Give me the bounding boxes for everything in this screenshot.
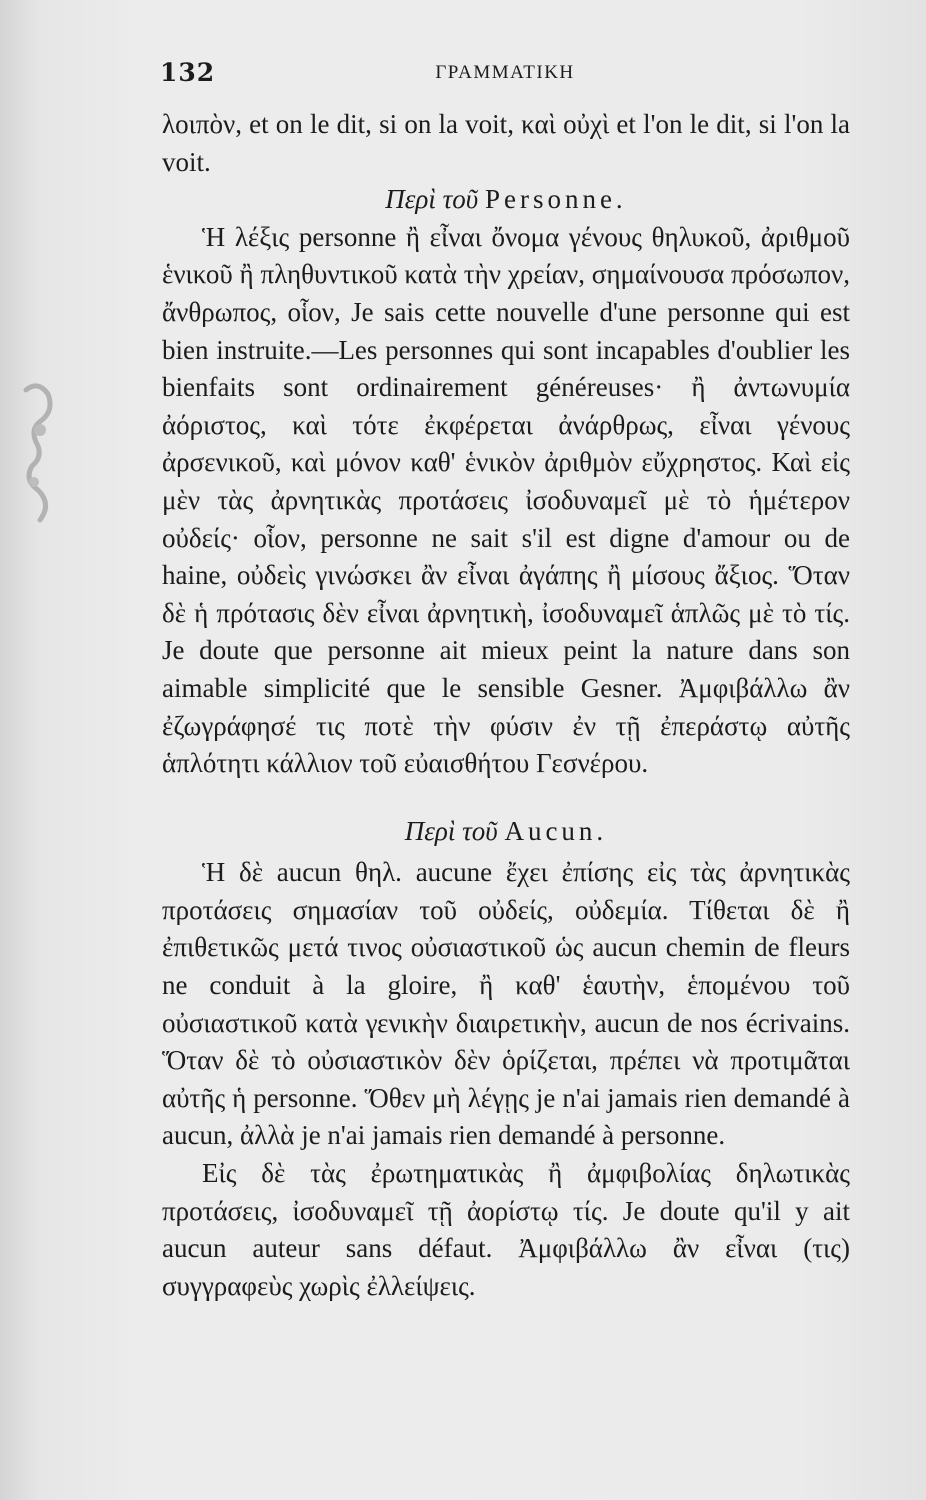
page-stain-mark — [18, 370, 60, 540]
section-title-aucun — [162, 813, 850, 851]
section-title-greek: Περὶ τοῦ — [385, 184, 479, 215]
section-title-greek: Περὶ τοῦ — [404, 815, 498, 846]
body-text — [162, 106, 850, 1305]
page-number: 132 — [160, 58, 216, 87]
section-title-word: Aucun. — [504, 815, 608, 846]
paragraph-1: λοιπὸν, et on le dit, si on la voit, καὶ οὐχὶ et l'on le dit, si l'on la voit. — [162, 109, 850, 177]
paragraph-2: Ἡ λέξις personne ἢ εἶναι ὄνομα γένους θηλυκοῦ, ἀριθμοῦ ἑνικοῦ ἢ πληθυντικοῦ κατὰ τὴν χρείαν, σημαίνουσα πρόσωπον, ἄνθρωπος, οἷον, Je sais cette nouvelle d'une personne qui est bien instruite.—Les personnes qui sont incapables d'oublier les bienfaits sont ordinairement généreuses· ἢ ἀντωνυμία ἀόριστος, καὶ τότε ἐκφέρεται ἀνάρθρως, εἶναι γένους ἀρσενικοῦ, καὶ μόνον καθ' ἑνικὸν ἀριθμὸν εὔχρηστος. Καὶ εἰς μὲν τὰς ἀρνητικὰς προτάσεις ἰσοδυναμεῖ μὲ τὸ ἡμέτερον οὐδείς· οἷον, personne ne sait s'il est digne d'amour ou de haine, οὐδεὶς γινώσκει ἂν εἶναι ἀγάπης ἢ μίσους ἄξιος. Ὅταν δὲ ἡ πρότασις δὲν εἶναι ἀρνητικὴ, ἰσοδυναμεῖ ἁπλῶς μὲ τὸ τίς. Je doute que personne ait mieux peint la nature dans son aimable simplicité que le sensible Gesner. Ἀμφιβάλλω ἂν ἐζωγράφησέ τις ποτὲ τὴν φύσιν ἐν τῇ ἐπεράστῳ αὐτῆς ἁπλότητι κάλλιον τοῦ εὐαισθήτου Γεσνέρου. — [162, 221, 850, 779]
page-header — [160, 58, 850, 94]
paragraph-4: Εἰς δὲ τὰς ἐρωτηματικὰς ἢ ἀμφιβολίας δηλωτικὰς προτάσεις, ἰσοδυναμεῖ τῇ ἀορίστῳ τίς. Je doute qu'il y ait aucun auteur sans défaut. Ἀμφιβάλλω ἂν εἶναι (τις) συγγραφεὺς χωρὶς ἐλλείψεις. — [162, 1158, 850, 1301]
paragraph-3: Ἡ δὲ aucun θηλ. aucune ἔχει ἐπίσης εἰς τὰς ἀρνητικὰς προτάσεις σημασίαν τοῦ οὐδείς, οὐδεμία. Τίθεται δὲ ἢ ἐπιθετικῶς μετά τινος οὐσιαστικοῦ ὡς aucun chemin de fleurs ne conduit à la gloire, ἢ καθ' ἑαυτὴν, ἑπομένου τοῦ οὐσιαστικοῦ κατὰ γενικὴν διαιρετικὴν, aucun de nos écrivains. Ὅταν δὲ τὸ οὐσιαστικὸν δὲν ὁρίζεται, πρέπει νὰ προτιμᾶται αὐτῆς ἡ personne. Ὅθεν μὴ λέγῃς je n'ai jamais rien demandé à aucun, ἀλλὰ je n'ai jamais rien demandé à personne. — [162, 857, 850, 1151]
section-title-word: Personne. — [484, 184, 627, 215]
section-title-personne — [162, 181, 850, 219]
running-head: ΓΡΑΜΜΑΤΙΚΗ — [435, 62, 575, 83]
